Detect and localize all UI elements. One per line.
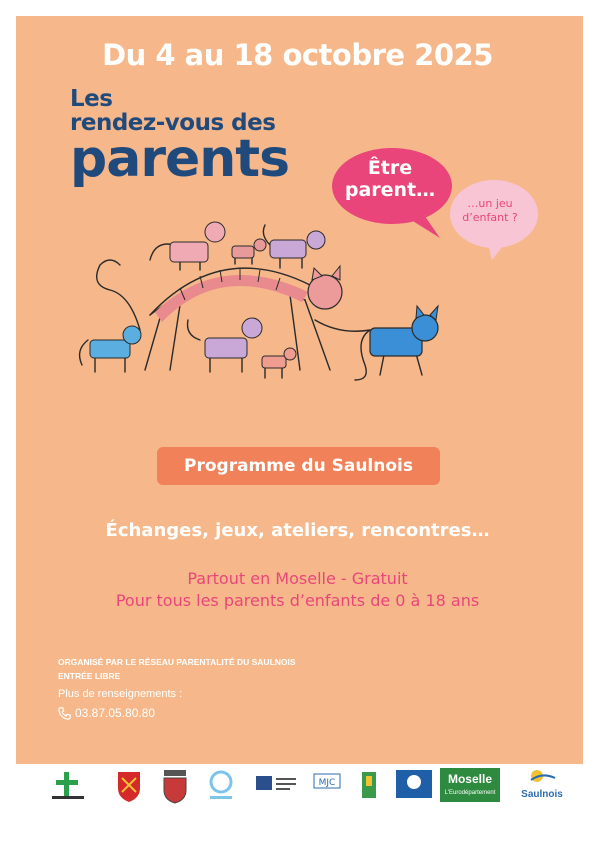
saulnois-emblem-icon (527, 768, 557, 784)
hospital-logo (48, 768, 88, 804)
info-line-1: Partout en Moselle - Gratuit (187, 569, 408, 588)
organiser-block (58, 655, 296, 683)
contact-label: Plus de renseignements : (58, 688, 183, 700)
community-logo (358, 768, 380, 804)
saulnois-logo-text: Saulnois (521, 789, 563, 800)
partner-logos (40, 768, 565, 808)
phone-number: 03.87.05.80.80 (75, 706, 156, 720)
phone-icon (58, 707, 71, 720)
mjc-logo (312, 768, 342, 804)
organiser-line: ORGANISÉ PAR LE RÉSEAU PARENTALITÉ DU SAULNOIS (58, 657, 296, 667)
bubble-main-text: Être parent… (344, 157, 436, 201)
programme-button[interactable]: Programme du Saulnois (157, 447, 440, 485)
brand-line-2: rendez-vous des (70, 110, 276, 136)
moselle-logo-subtitle: L'Eurodépartement (444, 790, 496, 796)
moselle-logo (440, 768, 500, 802)
opal-logo (206, 768, 236, 804)
town-crest-logo (160, 768, 190, 804)
media-logo (254, 768, 298, 804)
coat-of-arms-logo (116, 768, 142, 804)
brand-line-1: Les (70, 86, 113, 112)
cats-illustration (70, 200, 450, 390)
date-range: Du 4 au 18 octobre 2025 (102, 38, 493, 72)
brand-line-3: parents (70, 129, 290, 189)
info-line-2: Pour tous les parents d’enfants de 0 à 18 ans (115, 591, 480, 610)
caf-logo (394, 768, 434, 804)
event-brand (70, 86, 290, 189)
contact-phone[interactable] (58, 706, 155, 720)
moselle-logo-text: Moselle (447, 772, 492, 786)
svg-text:MJC: MJC (318, 778, 336, 788)
bubble-secondary-text: …un jeu d’enfant ? (462, 197, 518, 225)
saulnois-logo (518, 768, 566, 804)
entry-line: ENTRÉE LIBRE (58, 671, 121, 681)
tagline: Échanges, jeux, ateliers, rencontres… (105, 520, 490, 541)
